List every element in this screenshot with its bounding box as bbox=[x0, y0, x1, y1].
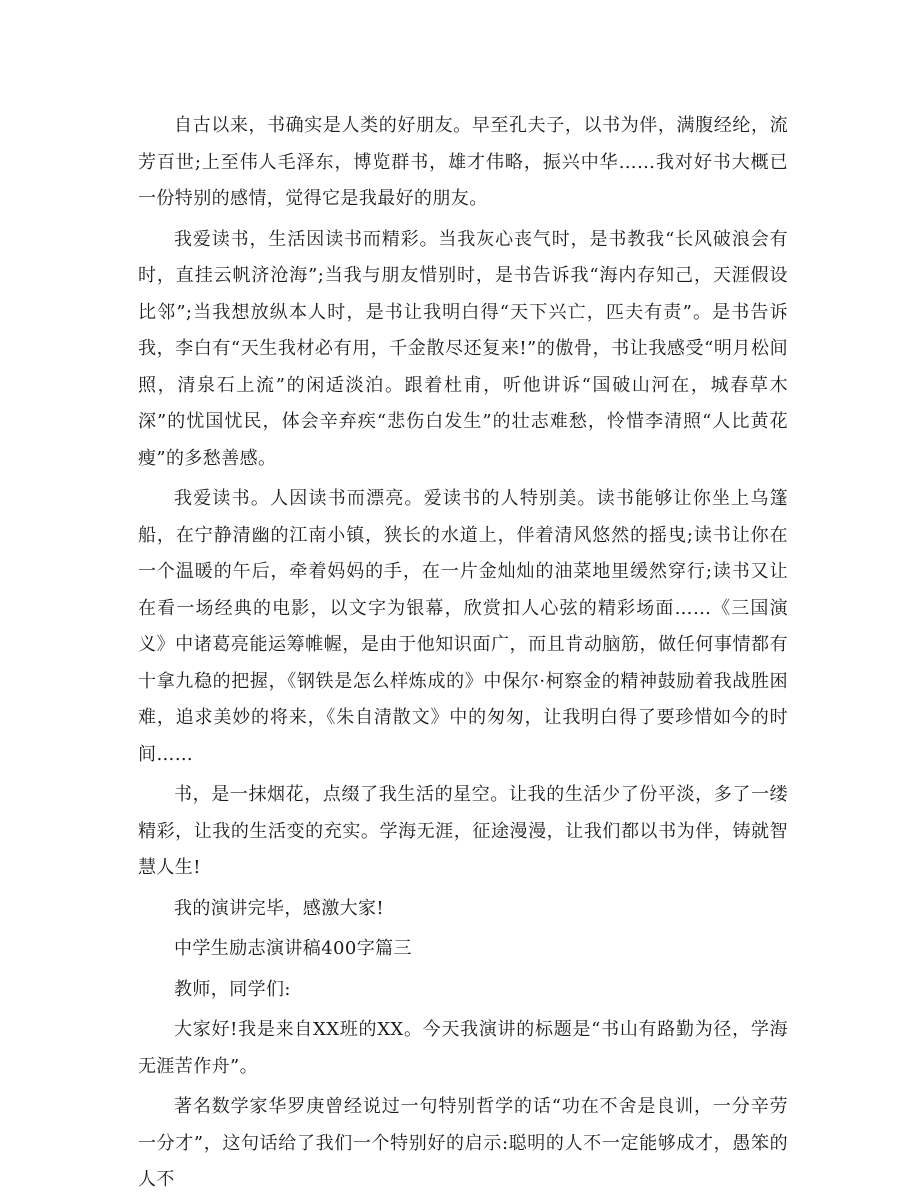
paragraph-books-are-friends: 自古以来，书确实是人类的好朋友。早至孔夫子，以书为伴，满腹经纶，流芳百世;上至伟人毛泽东，博览群书，雄才伟略，振兴中华……我对好书大概已一份特别的感情，觉得它是我最好的朋友。 bbox=[138, 115, 788, 209]
paragraph-hua-luogeng-quote: 著名数学家华罗庚曾经说过一句特别哲学的话“功在不舍是良训，一分辛劳一分才”，这句话给了我们一个特别好的启示:聪明的人不一定能够成才，愚笨的人不 bbox=[138, 1096, 788, 1190]
paragraph-greeting: 大家好!我是来自XX班的XX。今天我演讲的标题是“书山有路勤为径，学海无涯苦作舟”。 bbox=[138, 1019, 788, 1077]
paragraph-love-reading-life: 我爱读书，生活因读书而精彩。当我灰心丧气时，是书教我“长风破浪会有时，直挂云帆济沧海”;当我与朋友惜别时，是书告诉我“海内存知己，天涯假设比邻”;当我想放纵本人时，是书让我明白得“天下兴亡，匹夫有责”。是书告诉我，李白有“天生我材必有用，千金散尽还复来!”的傲骨，书让我感受“明月松间照，清泉石上流”的闲适淡泊。跟着杜甫，听他讲诉“国破山河在，城春草木深”的忧国忧民，体会辛弃疾“悲伤白发生”的壮志难愁，怜惜李清照“人比黄花瘦”的多愁善感。 bbox=[138, 228, 788, 469]
document-body bbox=[138, 108, 788, 1203]
paragraph-books-fireworks: 书，是一抹烟花，点缀了我生活的星空。让我的生活少了份平淡，多了一缕精彩，让我的生活变的充实。学海无涯，征途漫漫，让我们都以书为伴，铸就智慧人生! bbox=[138, 784, 788, 878]
paragraph-speech-end: 我的演讲完毕，感激大家! bbox=[174, 897, 385, 919]
paragraph-love-reading-beauty: 我爱读书。人因读书而漂亮。爱读书的人特别美。读书能够让你坐上乌篷船，在宁静清幽的江南小镇，狭长的水道上，伴着清风悠然的摇曳;读书让你在一个温暖的午后，牵着妈妈的手，在一片金灿灿的油菜地里缓然穿行;读书又让在看一场经典的电影，以文字为银幕，欣赏扣人心弦的精彩场面……《三国演义》中诸葛亮能运筹帷幄，是由于他知识面广，而且肯动脑筋，做任何事情都有十拿九稳的把握，《钢铁是怎么样炼成的》中保尔·柯察金的精神鼓励着我战胜困难，追求美妙的将来，《朱自清散文》中的匆匆，让我明白得了要珍惜如今的时间…… bbox=[138, 488, 788, 765]
section-heading: 中学生励志演讲稿400字篇三 bbox=[174, 938, 412, 959]
paragraph-salutation: 教师，同学们: bbox=[174, 978, 291, 1000]
